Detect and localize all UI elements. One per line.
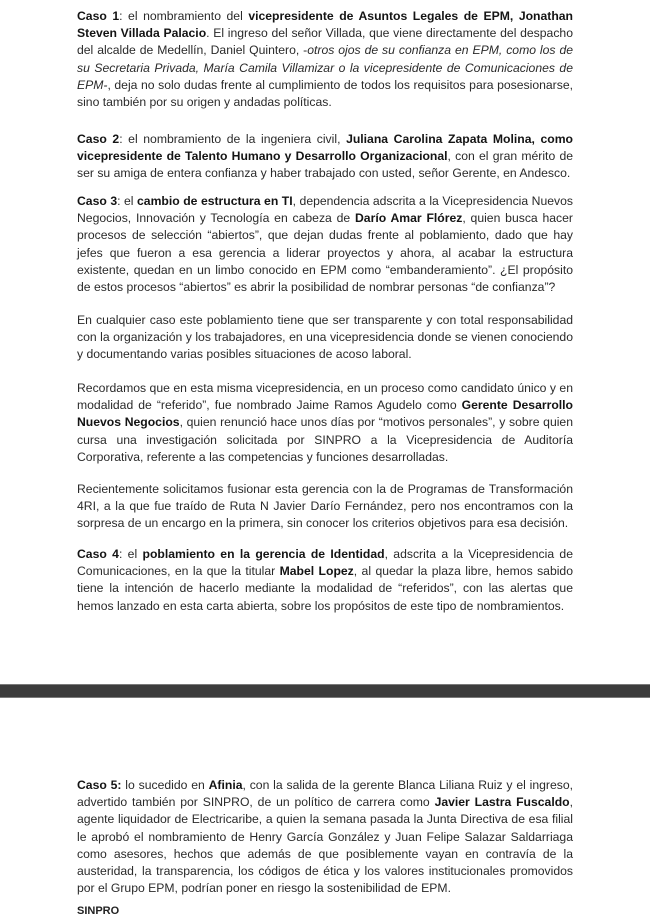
case-label: Caso 2 bbox=[77, 132, 120, 146]
paragraph-caso-5: Caso 5: lo sucedido en Afinia, con la salida de la gerente Blanca Liliana Ruiz y el ingreso, advertido también por SINPRO, de un político de carrera como Javier Lastra Fuscaldo, agente liquidador de Electricaribe, a quien la semana pasada la Junta Directiva de esa filial le aprobó el nombramiento de Henry García González y Juan Felipe Salazar Saldarriaga como asesores, hechos que además de que posiblemente vayan en contravía de la austeridad, la transparencia, los códigos de ética y los valores institucionales promovidos por el Grupo EPM, podrían poner en riesgo la sostenibilidad de EPM. bbox=[77, 778, 574, 896]
paragraph-referido: Recordamos que en esta misma vicepresidencia, en un proceso como candidato único y en modalidad de “referido”, fue nombrado Jaime Ramos Agudelo como Gerente Desarrollo Nuevos Negocios, quien renunció hace unos días por “motivos personales”, y sobre quien cursa una investigación solicitada por SINPRO a la Vicepresidencia de Auditoría Corporativa, referente a las competencias y funciones desarrolladas. bbox=[77, 381, 573, 464]
case-label: Caso 1 bbox=[77, 9, 120, 23]
case-label: Caso 3 bbox=[77, 194, 118, 208]
document-page-2 bbox=[0, 698, 650, 916]
paragraph-caso-3: Caso 3: el cambio de estructura en TI, dependencia adscrita a la Vicepresidencia Nuevos Negocios, Innovación y Tecnología en cabeza de Darío Amar Flórez, quien busca hacer procesos de selección “abiertos”, que dejan dudas frente al poblamiento, dado que hay jefes que fueron a esa gerencia a liderar proyectos y ahora, al acabar la estructura existente, quedan en un limbo conocido en EPM como “embanderamiento”. ¿El propósito de estos procesos “abiertos” es abrir la posibilidad de nombrar personas “de confianza”? bbox=[77, 194, 574, 295]
case-label: Caso 5: bbox=[77, 778, 122, 792]
paragraph-caso-4: Caso 4: el poblamiento en la gerencia de Identidad, adscrita a la Vicepresidencia de Comunicaciones, en la que la titular Mabel Lopez, al quedar la plaza libre, hemos sabido tiene la intención de hacerlo mediante la modalidad de “referidos”, con las alertas que hemos lanzado en esta carta abierta, sobre los propósitos de este tipo de nombramientos. bbox=[77, 547, 573, 613]
paragraph-poblamiento: En cualquier caso este poblamiento tiene que ser transparente y con total responsabilidad con la organización y los trabajadores, en una vicepresidencia donde se vienen conociendo y documentando varias posibles situaciones de acoso laboral. bbox=[77, 313, 573, 362]
signature-partial: SINPRO bbox=[77, 905, 120, 916]
case-label: Caso 4 bbox=[77, 547, 119, 561]
paragraph-caso-1: Caso 1: el nombramiento del vicepresidente de Asuntos Legales de EPM, Jonathan Steven Villada Palacio. El ingreso del señor Villada, que viene directamente del despacho del alcalde de Medellín, Daniel Quintero, -otros ojos de su confianza en EPM, como los de su Secretaria Privada, María Camila Villamizar o la vicepresidente de Comunicaciones de EPM-, deja no solo dudas frente al cumplimiento de todos los requisitos para posesionarse, sino también por su origen y andadas políticas. bbox=[77, 9, 573, 110]
page-separator bbox=[0, 684, 650, 698]
paragraph-caso-2: Caso 2: el nombramiento de la ingeniera civil, Juliana Carolina Zapata Molina, como vicepresidente de Talento Humano y Desarrollo Organizacional, con el gran mérito de ser su amiga de entera confianza y haber trabajado con usted, señor Gerente, en Andesco. bbox=[77, 132, 574, 181]
paragraph-fusion: Recientemente solicitamos fusionar esta gerencia con la de Programas de Transformación 4RI, a la que fue traído de Ruta N Javier Darío Fernández, pero nos encontramos con la sorpresa de un encargo en la primera, sin conocer los criterios objetivos para esa decisión. bbox=[77, 482, 573, 531]
